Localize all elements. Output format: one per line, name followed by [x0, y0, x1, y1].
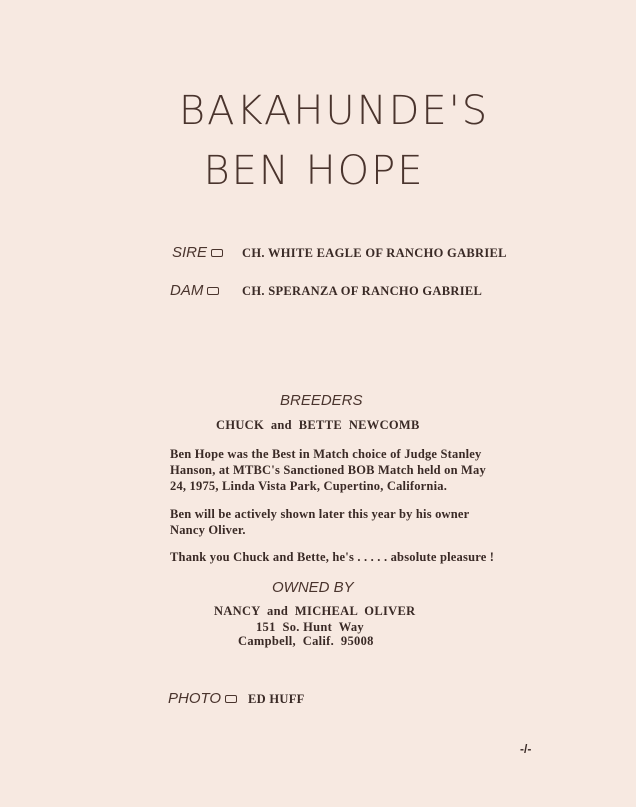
box-icon — [211, 249, 223, 257]
box-icon — [225, 695, 237, 703]
title-line-2: BEN HOPE — [203, 148, 425, 194]
paragraph-2-line-2: Nancy Oliver. — [170, 523, 246, 537]
photo-value: ED HUFF — [248, 692, 305, 706]
sire-label-group — [172, 244, 223, 261]
title-line-1: BAKAHUNDE'S — [178, 88, 490, 134]
dam-label-group — [170, 282, 219, 299]
paragraph-1-line-3: 24, 1975, Linda Vista Park, Cupertino, California. — [170, 479, 448, 493]
owners-heading: OWNED BY — [272, 579, 354, 596]
dam-value: CH. SPERANZA OF RANCHO GABRIEL — [242, 284, 483, 298]
page-number: -/- — [520, 742, 532, 756]
paragraph-3: Thank you Chuck and Bette, he's . . . . . absolute pleasure ! — [170, 550, 495, 564]
sire-label: SIRE — [172, 244, 208, 261]
paragraph-1-line-1: Ben Hope was the Best in Match choice of Judge Stanley — [170, 447, 482, 461]
dam-label: DAM — [170, 282, 204, 299]
owners-address-2: Campbell, Calif. 95008 — [238, 634, 374, 648]
breeders-names: CHUCK and BETTE NEWCOMB — [216, 418, 420, 432]
photo-label: PHOTO — [168, 690, 222, 707]
paragraph-2-line-1: Ben will be actively shown later this year by his owner — [170, 507, 470, 521]
paragraph-1-line-2: Hanson, at MTBC's Sanctioned BOB Match held on May — [170, 463, 486, 477]
photo-label-group — [168, 690, 237, 707]
box-icon — [207, 287, 219, 295]
breeders-heading: BREEDERS — [280, 392, 363, 409]
owners-names: NANCY and MICHEAL OLIVER — [214, 604, 416, 618]
sire-value: CH. WHITE EAGLE OF RANCHO GABRIEL — [242, 246, 507, 260]
owners-address-1: 151 So. Hunt Way — [256, 620, 364, 634]
